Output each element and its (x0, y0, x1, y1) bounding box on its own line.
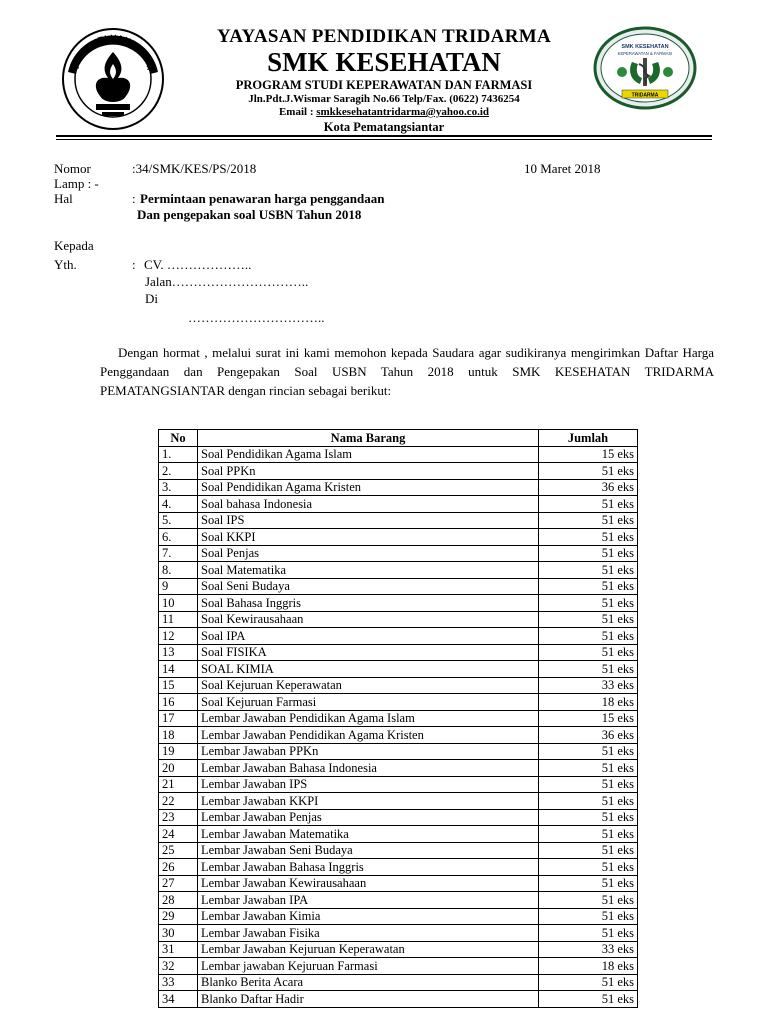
row-jumlah: 51 eks (539, 529, 638, 546)
yth-colon: : (132, 257, 136, 272)
table-row (159, 974, 638, 991)
row-no: 2. (159, 463, 198, 480)
row-jumlah: 51 eks (539, 545, 638, 562)
row-jumlah: 51 eks (539, 842, 638, 859)
row-jumlah: 51 eks (539, 875, 638, 892)
row-nama-barang: Soal Seni Budaya (198, 578, 539, 595)
table-row (159, 875, 638, 892)
row-jumlah: 51 eks (539, 496, 638, 513)
row-jumlah: 51 eks (539, 859, 638, 876)
row-no: 31 (159, 941, 198, 958)
table-row (159, 941, 638, 958)
row-nama-barang: Lembar Jawaban Bahasa Inggris (198, 859, 539, 876)
row-no: 27 (159, 875, 198, 892)
row-jumlah: 51 eks (539, 644, 638, 661)
recipient-di: Di (145, 291, 158, 306)
row-nama-barang: Soal Kewirausahaan (198, 611, 539, 628)
row-nama-barang: Lembar Jawaban Matematika (198, 826, 539, 843)
row-jumlah: 51 eks (539, 463, 638, 480)
row-no: 24 (159, 826, 198, 843)
logo-right-text: SMK KESEHATAN (621, 44, 669, 50)
row-jumlah: 51 eks (539, 595, 638, 612)
row-jumlah: 51 eks (539, 908, 638, 925)
table-row (159, 512, 638, 529)
table-row (159, 578, 638, 595)
row-nama-barang: Soal PPKn (198, 463, 539, 480)
row-no: 25 (159, 842, 198, 859)
table-row (159, 595, 638, 612)
row-nama-barang: Blanko Daftar Hadir (198, 991, 539, 1008)
kepada-label: Kepada (54, 238, 94, 253)
row-no: 17 (159, 710, 198, 727)
row-nama-barang: SOAL KIMIA (198, 661, 539, 678)
email-link[interactable]: smkkesehatantridarma@yahoo.co.id (316, 106, 490, 118)
program-name: PROGRAM STUDI KEPERAWATAN DAN FARMASI (235, 78, 533, 92)
row-nama-barang: Lembar Jawaban Seni Budaya (198, 842, 539, 859)
table-row (159, 991, 638, 1008)
row-jumlah: 33 eks (539, 941, 638, 958)
row-jumlah: 33 eks (539, 677, 638, 694)
table-row (159, 628, 638, 645)
row-nama-barang: Soal IPA (198, 628, 539, 645)
row-no: 21 (159, 776, 198, 793)
row-jumlah: 36 eks (539, 727, 638, 744)
row-nama-barang: Soal FISIKA (198, 644, 539, 661)
table-header-row (159, 430, 638, 447)
row-nama-barang: Soal Pendidikan Agama Islam (198, 446, 539, 463)
row-no: 20 (159, 760, 198, 777)
row-no: 6. (159, 529, 198, 546)
school-address: Jln.Pdt.J.Wismar Saragih No.66 Telp/Fax. (0622) 7436254 (248, 93, 520, 105)
hal-colon: : (132, 191, 136, 206)
school-name: SMK KESEHATAN (267, 47, 501, 77)
row-nama-barang: Lembar Jawaban Kejuruan Keperawatan (198, 941, 539, 958)
table-row (159, 677, 638, 694)
row-no: 5. (159, 512, 198, 529)
row-nama-barang: Lembar Jawaban IPS (198, 776, 539, 793)
row-jumlah: 51 eks (539, 826, 638, 843)
row-jumlah: 51 eks (539, 743, 638, 760)
hal-line-2: Dan pengepakan soal USBN Tahun 2018 (137, 207, 362, 222)
row-nama-barang: Lembar Jawaban KKPI (198, 793, 539, 810)
row-no: 30 (159, 925, 198, 942)
row-jumlah: 51 eks (539, 793, 638, 810)
logo-right-banner: TRIDARMA (631, 92, 659, 99)
table-row (159, 925, 638, 942)
items-table (158, 429, 638, 1008)
hal-line-1: Permintaan penawaran harga penggandaan (140, 191, 385, 206)
row-nama-barang: Lembar Jawaban Penjas (198, 809, 539, 826)
row-jumlah: 36 eks (539, 479, 638, 496)
header-divider-thick (56, 135, 712, 137)
table-row (159, 446, 638, 463)
row-nama-barang: Blanko Berita Acara (198, 974, 539, 991)
row-jumlah: 51 eks (539, 661, 638, 678)
row-jumlah: 18 eks (539, 694, 638, 711)
row-no: 3. (159, 479, 198, 496)
table-row (159, 710, 638, 727)
row-nama-barang: Soal Bahasa Inggris (198, 595, 539, 612)
table-row (159, 793, 638, 810)
row-no: 8. (159, 562, 198, 579)
table-row (159, 743, 638, 760)
row-no: 22 (159, 793, 198, 810)
nomor-value: :34/SMK/KES/PS/2018 (132, 161, 257, 176)
row-no: 19 (159, 743, 198, 760)
row-no: 11 (159, 611, 198, 628)
table-row (159, 859, 638, 876)
row-no: 28 (159, 892, 198, 909)
table-row (159, 463, 638, 480)
table-row (159, 908, 638, 925)
row-no: 14 (159, 661, 198, 678)
row-nama-barang: Soal Kejuruan Farmasi (198, 694, 539, 711)
row-jumlah: 51 eks (539, 760, 638, 777)
row-no: 1. (159, 446, 198, 463)
header-nama-barang: Nama Barang (198, 430, 539, 447)
recipient-city-dots: ………………………….. (188, 310, 325, 325)
row-jumlah: 51 eks (539, 991, 638, 1008)
table-row (159, 809, 638, 826)
row-nama-barang: Soal Matematika (198, 562, 539, 579)
table-row (159, 892, 638, 909)
recipient-jalan: Jalan………………………….. (145, 274, 309, 289)
table-row (159, 479, 638, 496)
table-body (159, 446, 638, 1007)
row-no: 29 (159, 908, 198, 925)
header-divider-thin (56, 139, 712, 140)
row-jumlah: 51 eks (539, 925, 638, 942)
row-jumlah: 15 eks (539, 446, 638, 463)
row-no: 18 (159, 727, 198, 744)
table-row (159, 661, 638, 678)
table-row (159, 694, 638, 711)
table-row (159, 545, 638, 562)
row-nama-barang: Lembar Jawaban IPA (198, 892, 539, 909)
header-no: No (159, 430, 198, 447)
header-jumlah: Jumlah (539, 430, 638, 447)
school-city: Kota Pematangsiantar (323, 120, 445, 134)
row-no: 33 (159, 974, 198, 991)
row-jumlah: 15 eks (539, 710, 638, 727)
row-no: 7. (159, 545, 198, 562)
row-jumlah: 51 eks (539, 562, 638, 579)
row-no: 32 (159, 958, 198, 975)
letterhead (150, 26, 618, 135)
foundation-name: YAYASAN PENDIDIKAN TRIDARMA (217, 26, 551, 47)
email-label: Email : (278, 106, 314, 118)
table-row (159, 727, 638, 744)
hal-label: Hal (54, 191, 73, 206)
letter-body: Dengan hormat , melalui surat ini kami memohon kepada Saudara agar sudikiranya mengirimkan Daftar Harga Penggandaan dan Pengepakan Soal USBN Tahun 2018 untuk SMK KESEHATAN TRIDARMA PEMATANGSIANTAR dengan rincian sebagai berikut: (100, 345, 714, 398)
row-jumlah: 51 eks (539, 611, 638, 628)
row-jumlah: 51 eks (539, 776, 638, 793)
row-jumlah: 51 eks (539, 512, 638, 529)
table-row (159, 826, 638, 843)
row-nama-barang: Lembar Jawaban PPKn (198, 743, 539, 760)
row-nama-barang: Soal Penjas (198, 545, 539, 562)
row-nama-barang: Soal Kejuruan Keperawatan (198, 677, 539, 694)
table-row (159, 776, 638, 793)
row-no: 34 (159, 991, 198, 1008)
row-no: 4. (159, 496, 198, 513)
table-row (159, 958, 638, 975)
table-row (159, 760, 638, 777)
recipient-cv: CV. ……………….. (144, 257, 252, 272)
nomor-label: Nomor (54, 161, 91, 176)
logo-right-sub: KEPERAWATAN & FARMASI (617, 51, 673, 56)
row-jumlah: 18 eks (539, 958, 638, 975)
row-jumlah: 51 eks (539, 578, 638, 595)
table-row (159, 644, 638, 661)
row-nama-barang: Lembar Jawaban Pendidikan Agama Kristen (198, 727, 539, 744)
row-no: 23 (159, 809, 198, 826)
row-nama-barang: Lembar Jawaban Bahasa Indonesia (198, 760, 539, 777)
logo-left-text: TUT WURI HANDAYANI (70, 32, 156, 72)
row-nama-barang: Lembar Jawaban Kewirausahaan (198, 875, 539, 892)
row-no: 16 (159, 694, 198, 711)
row-jumlah: 51 eks (539, 974, 638, 991)
letter-date: 10 Maret 2018 (524, 161, 601, 176)
table-row (159, 529, 638, 546)
row-nama-barang: Lembar Jawaban Kimia (198, 908, 539, 925)
row-no: 9 (159, 578, 198, 595)
row-no: 26 (159, 859, 198, 876)
row-no: 12 (159, 628, 198, 645)
row-nama-barang: Lembar jawaban Kejuruan Farmasi (198, 958, 539, 975)
row-no: 13 (159, 644, 198, 661)
row-nama-barang: Lembar Jawaban Pendidikan Agama Islam (198, 710, 539, 727)
row-nama-barang: Soal bahasa Indonesia (198, 496, 539, 513)
row-nama-barang: Soal KKPI (198, 529, 539, 546)
school-email-line (150, 106, 618, 119)
table-row (159, 562, 638, 579)
row-no: 10 (159, 595, 198, 612)
row-jumlah: 51 eks (539, 628, 638, 645)
table-row (159, 496, 638, 513)
lamp-label: Lamp : - (54, 176, 99, 191)
table-row (159, 611, 638, 628)
row-jumlah: 51 eks (539, 809, 638, 826)
yth-label: Yth. (54, 257, 77, 272)
row-nama-barang: Soal Pendidikan Agama Kristen (198, 479, 539, 496)
row-no: 15 (159, 677, 198, 694)
row-nama-barang: Soal IPS (198, 512, 539, 529)
row-nama-barang: Lembar Jawaban Fisika (198, 925, 539, 942)
table-row (159, 842, 638, 859)
row-jumlah: 51 eks (539, 892, 638, 909)
